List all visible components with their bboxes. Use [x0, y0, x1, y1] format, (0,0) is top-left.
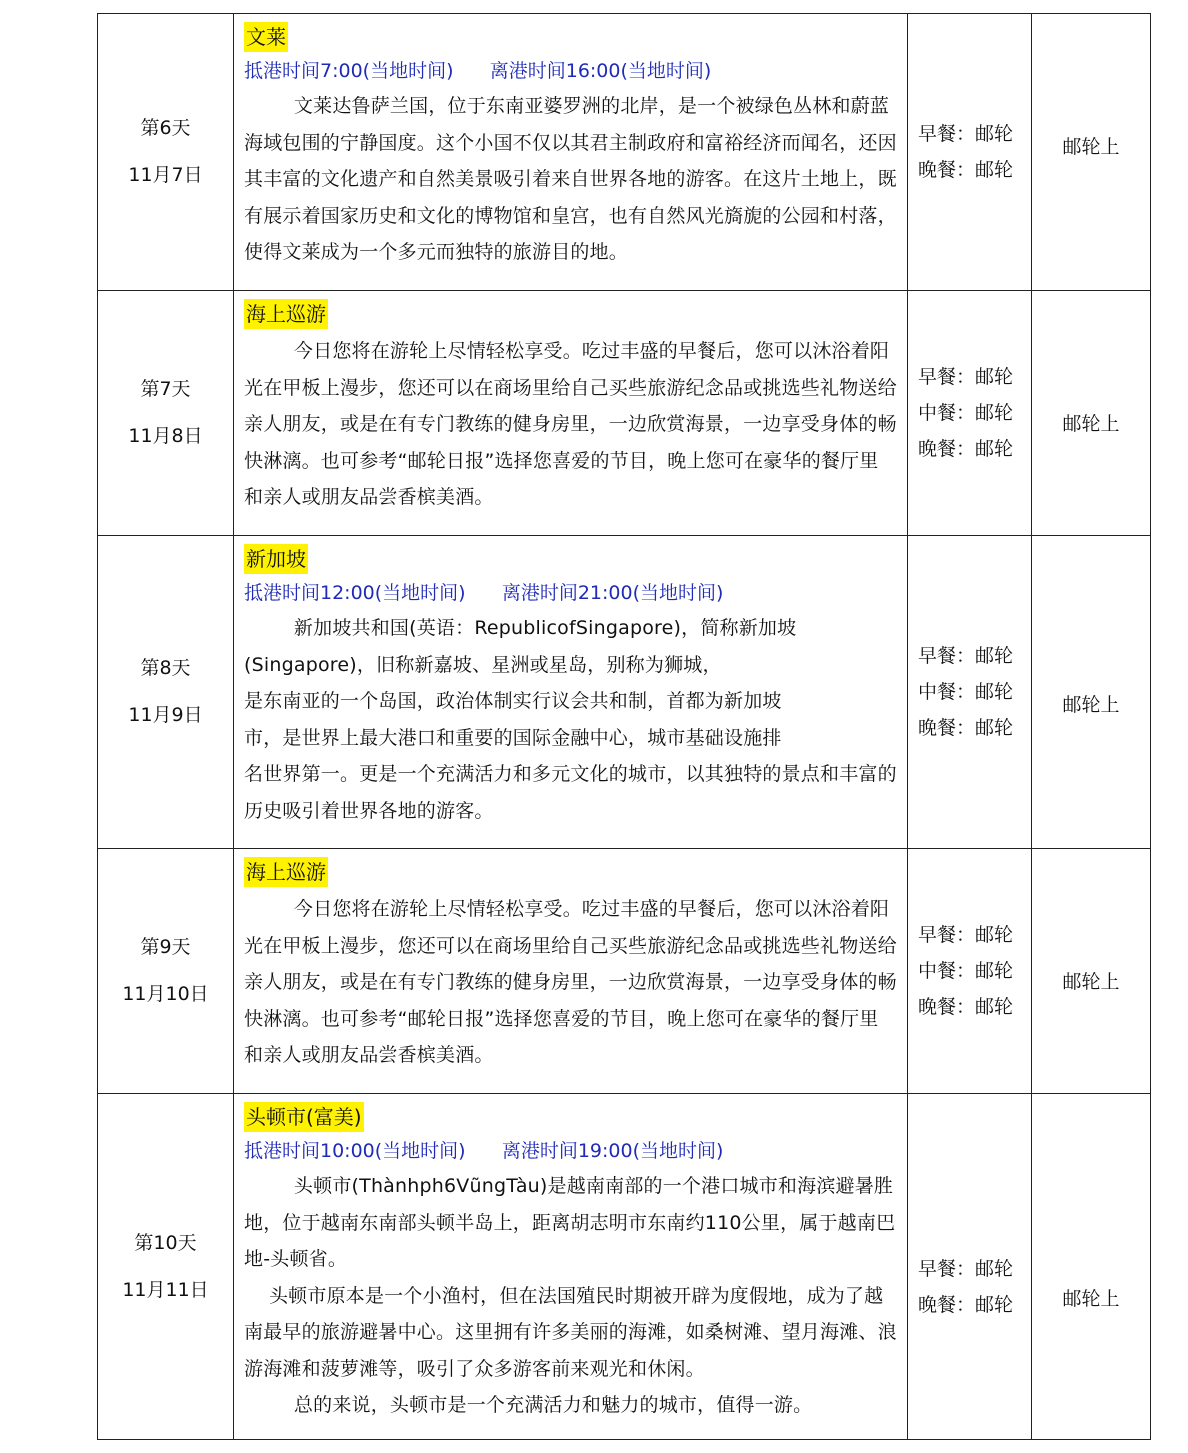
- day-number: 第9天: [140, 936, 191, 958]
- description-cell: [234, 536, 908, 849]
- port-name: 新加坡: [244, 544, 308, 574]
- hotel-label: 邮轮上: [1062, 136, 1120, 158]
- paragraph: 名世界第一。更是一个充满活力和多元文化的城市，以其独特的景点和丰富的历史吸引着世界各地的游客。: [244, 763, 897, 822]
- meal-breakfast: 早餐：邮轮: [918, 123, 1014, 145]
- description-cell: [234, 14, 908, 291]
- description-text: [244, 1168, 897, 1424]
- hotel-cell: [1032, 14, 1151, 291]
- port-name: 海上巡游: [244, 299, 328, 329]
- description-text: [244, 88, 897, 271]
- meal-breakfast: 早餐：邮轮: [918, 1257, 1014, 1280]
- itinerary-row: [98, 536, 1151, 849]
- description-cell: [234, 291, 908, 536]
- paragraph: 头顿市原本是一个小渔村，但在法国殖民时期被开辟为度假地，成为了越南最早的旅游避暑中心。这里拥有许多美丽的海滩，如桑树滩、望月海滩、浪游海滩和菠萝滩等，吸引了众多游客前来观光和休闲。: [244, 1284, 897, 1380]
- day-number: 第6天: [140, 117, 191, 139]
- itinerary-table: [97, 13, 1151, 1440]
- port-times: 抵港时间10:00(当地时间) 离港时间19:00(当地时间): [244, 1140, 724, 1162]
- port-name: 文莱: [244, 22, 288, 52]
- port-times: 抵港时间12:00(当地时间) 离港时间21:00(当地时间): [244, 582, 724, 604]
- meal-breakfast: 早餐：邮轮: [918, 366, 1014, 388]
- meal-lunch: 中餐：邮轮: [918, 402, 1014, 424]
- paragraph: 新加坡共和国(英语：RepublicofSingapore)，简称新加坡(Singapore)，旧称新嘉坡、星洲或星岛，别称为狮城，: [244, 617, 797, 676]
- hotel-cell: [1032, 536, 1151, 849]
- day-date: 11月7日: [128, 164, 203, 186]
- day-date: 11月10日: [122, 983, 209, 1005]
- description-cell: [234, 849, 908, 1094]
- day-number: 第8天: [140, 657, 191, 679]
- hotel-label: 邮轮上: [1062, 971, 1120, 993]
- meal-breakfast: 早餐：邮轮: [918, 924, 1014, 946]
- paragraph: 今日您将在游轮上尽情轻松享受。吃过丰盛的早餐后，您可以沐浴着阳光在甲板上漫步，您还可以在商场里给自己买些旅游纪念品或挑选些礼物送给亲人朋友，或是在有专门教练的健身房里，一边欣赏海景，一边享受身体的畅快淋漓。也可参考“邮轮日报”选择您喜爱的节目，晚上您可在豪华的餐厅里和亲人或朋友品尝香槟美酒。: [244, 340, 897, 508]
- itinerary-row: [98, 291, 1151, 536]
- hotel-label: 邮轮上: [1062, 1288, 1120, 1310]
- description-text: [244, 333, 897, 516]
- port-name: 海上巡游: [244, 857, 328, 887]
- hotel-cell: [1032, 849, 1151, 1094]
- meal-dinner: 晚餐：邮轮: [918, 996, 1014, 1018]
- itinerary-row: [98, 849, 1151, 1094]
- day-cell: [98, 291, 234, 536]
- port-name: 头顿市(富美): [244, 1102, 364, 1132]
- paragraph: 今日您将在游轮上尽情轻松享受。吃过丰盛的早餐后，您可以沐浴着阳光在甲板上漫步，您还可以在商场里给自己买些旅游纪念品或挑选些礼物送给亲人朋友，或是在有专门教练的健身房里，一边欣赏海景，一边享受身体的畅快淋漓。也可参考“邮轮日报”选择您喜爱的节目，晚上您可在豪华的餐厅里和亲人或朋友品尝香槟美酒。: [244, 898, 897, 1066]
- meal-dinner: 晚餐：邮轮: [918, 717, 1014, 739]
- day-cell: [98, 536, 234, 849]
- day-cell: [98, 1094, 234, 1440]
- day-date: 11月8日: [128, 425, 203, 447]
- paragraph: 是东南亚的一个岛国，政治体制实行议会共和制，首都为新加坡: [244, 690, 782, 712]
- hotel-label: 邮轮上: [1062, 694, 1120, 716]
- day-cell: [98, 14, 234, 291]
- day-date: 11月9日: [128, 704, 203, 726]
- meals-cell: [908, 291, 1032, 536]
- paragraph: 总的来说，头顿市是一个充满活力和魅力的城市，值得一游。: [244, 1394, 813, 1416]
- description-cell: [234, 1094, 908, 1440]
- meal-lunch: 中餐：邮轮: [918, 960, 1014, 982]
- meal-dinner: 晚餐：邮轮: [918, 1293, 1014, 1316]
- day-date: 11月11日: [122, 1278, 209, 1301]
- meal-lunch: 中餐：邮轮: [918, 681, 1014, 703]
- meal-dinner: 晚餐：邮轮: [918, 159, 1014, 181]
- hotel-cell: [1032, 291, 1151, 536]
- hotel-cell: [1032, 1094, 1151, 1440]
- itinerary-row: [98, 14, 1151, 291]
- meals-cell: [908, 14, 1032, 291]
- paragraph: 文莱达鲁萨兰国，位于东南亚婆罗洲的北岸，是一个被绿色丛林和蔚蓝海域包围的宁静国度。这个小国不仅以其君主制政府和富裕经济而闻名，还因其丰富的文化遗产和自然美景吸引着来自世界各地的游客。在这片土地上，既有展示着国家历史和文化的博物馆和皇宫，也有自然风光旖旎的公园和村落，使得文莱成为一个多元而独特的旅游目的地。: [244, 95, 897, 263]
- meal-breakfast: 早餐：邮轮: [918, 645, 1014, 667]
- paragraph: 头顿市(Thànhph6VũngTàu)是越南南部的一个港口城市和海滨避暑胜地，位于越南东南部头顿半岛上，距离胡志明市东南约110公里，属于越南巴地-头顿省。: [244, 1175, 896, 1270]
- paragraph: 市，是世界上最大港口和重要的国际金融中心，城市基础设施排: [244, 726, 782, 749]
- meals-cell: [908, 849, 1032, 1094]
- hotel-label: 邮轮上: [1062, 413, 1120, 435]
- meals-cell: [908, 1094, 1032, 1440]
- description-text: [244, 610, 897, 829]
- day-cell: [98, 849, 234, 1094]
- description-text: [244, 891, 897, 1074]
- itinerary-row: [98, 1094, 1151, 1440]
- day-number: 第10天: [134, 1231, 197, 1254]
- port-times: 抵港时间7:00(当地时间) 离港时间16:00(当地时间): [244, 60, 712, 82]
- day-number: 第7天: [140, 378, 191, 400]
- meal-dinner: 晚餐：邮轮: [918, 438, 1014, 460]
- meals-cell: [908, 536, 1032, 849]
